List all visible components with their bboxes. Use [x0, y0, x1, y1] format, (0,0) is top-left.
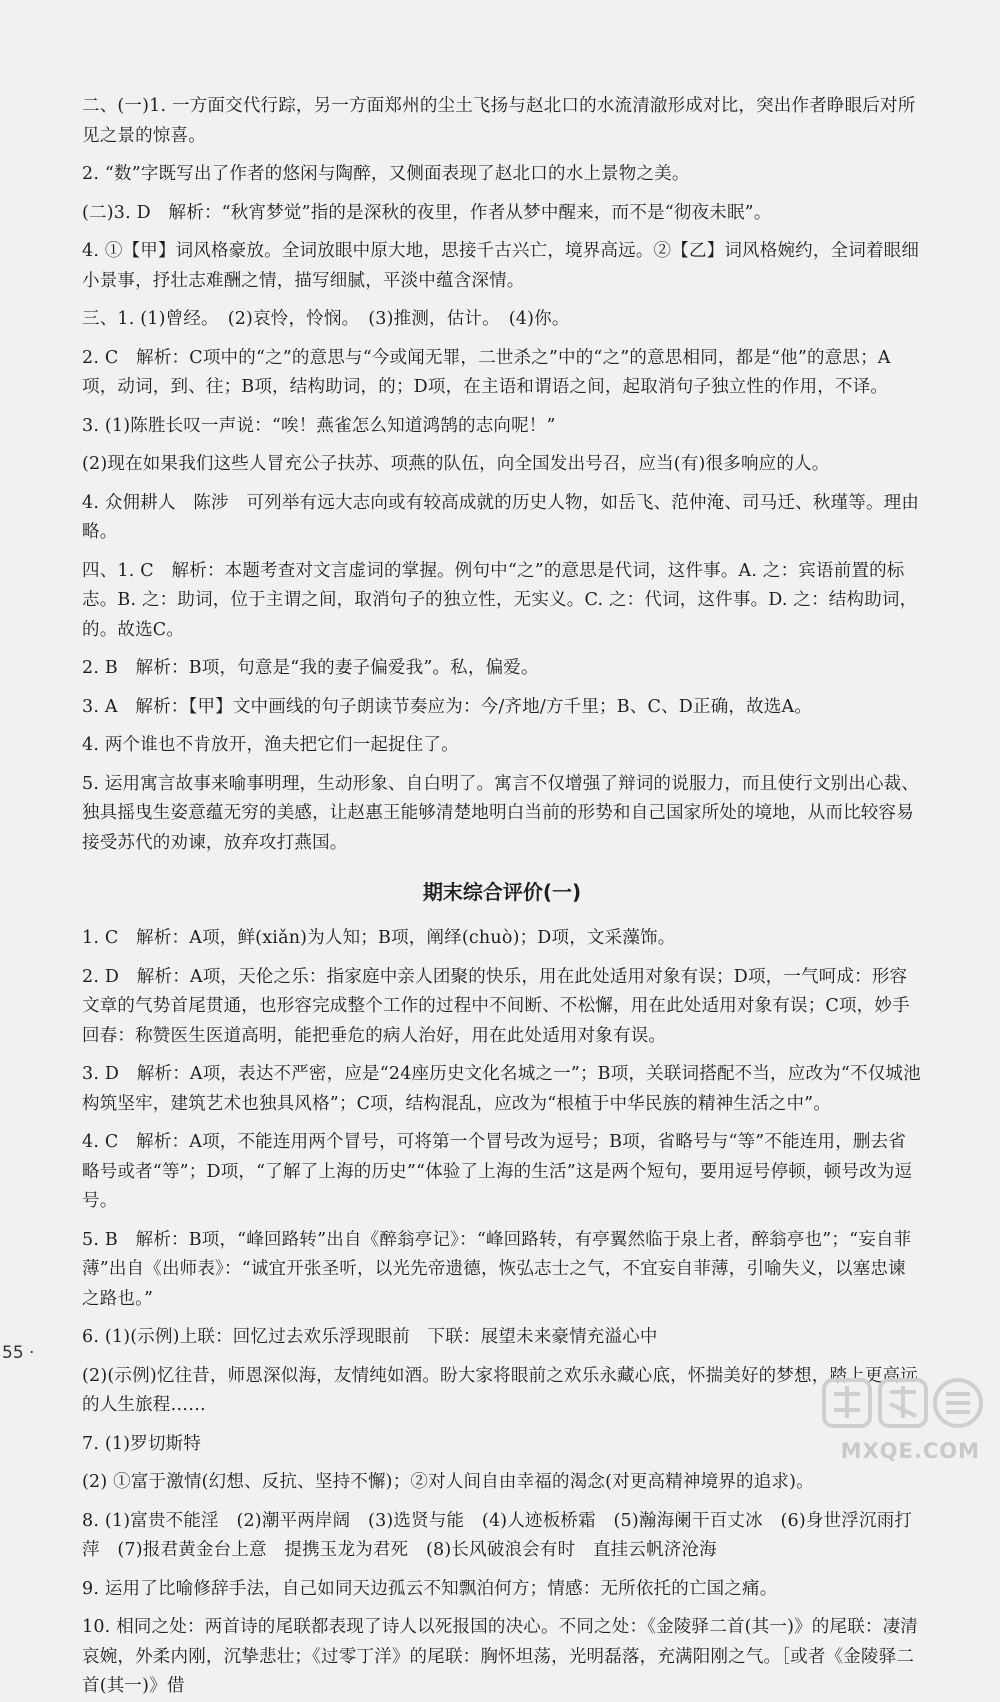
section-title: 期末综合评价(一): [422, 880, 582, 904]
answer-line: 2. D 解析：A项，天伦之乐：指家庭中亲人团聚的快乐，用在此处适用对象有误；D项，一气呵成：形容文章的气势首尾贯通，也形容完成整个工作的过程中不间断、不松懈，用在此处适用对象有误；C项，妙手回春：称赞医生医道高明，能把垂危的病人治好，用在此处适用对象有误。: [82, 966, 910, 1046]
answer-line: 二、(一)1. 一方面交代行踪，另一方面郑州的尘土飞扬与赵北口的水流清澈形成对比，突出作者睁眼后对所见之景的惊喜。: [82, 96, 916, 146]
answer-line: 9. 运用了比喻修辞手法，自己如同天边孤云不知飘泊何方；情感：无所依托的亡国之痛。: [82, 1578, 778, 1599]
watermark-icon: [818, 1370, 988, 1440]
answer-line: 4. 两个谁也不肯放开，渔夫把它们一起捉住了。: [82, 735, 459, 755]
answer-line: 6. (1)(示例)上联：回忆过去欢乐浮现眼前 下联：展望未来豪情充溢心中: [82, 1327, 658, 1347]
answer-line: 5. 运用寓言故事来喻事明理，生动形象、自白明了。寓言不仅增强了辩词的说服力，而且使行文别出心裁、独具摇曳生姿意蕴无穷的美感，让赵惠王能够清楚地明白当前的形势和自己国家所处的境地，从而比较容易接受苏代的劝谏，放弃攻打燕国。: [82, 773, 920, 853]
answer-line: (2)(示例)忆往昔，师恩深似海，友情纯如酒。盼大家将眼前之欢乐永藏心底，怀揣美好的梦想，踏上更高远的人生旅程……: [82, 1365, 918, 1415]
answer-line: 2. B 解析：B项，句意是“我的妻子偏爱我”。私，偏爱。: [82, 658, 539, 678]
answer-line: (二)3. D 解析：“秋宵梦觉”指的是深秋的夜里，作者从梦中醒来，而不是“彻夜未眠”。: [82, 202, 772, 223]
answer-line: 3. D 解析：A项，表达不严密，应是“24座历史文化名城之一”；B项，关联词搭配不当，应改为“不仅城池构筑坚牢，建筑艺术也独具风格”；C项，结构混乱，应改为“根植于中华民族的精神生活之中”。: [82, 1064, 921, 1114]
answer-line: 8. (1)富贵不能淫 (2)潮平两岸阔 (3)选贤与能 (4)人迹板桥霜 (5)瀚海阑干百丈冰 (6)身世浮沉雨打萍 (7)报君黄金台上意 提携玉龙为君死 (8)长风破浪会有时 直挂云帆济沧海: [82, 1510, 913, 1560]
answer-line: (2)现在如果我们这些人冒充公子扶苏、项燕的队伍，向全国发出号召，应当(有)很多响应的人。: [82, 454, 830, 474]
answer-line: 3. A 解析：【甲】文中画线的句子朗读节奏应为：今/齐地/方千里；B、C、D正确，故选A。: [82, 696, 813, 717]
page-number: 55 ·: [2, 1343, 35, 1363]
answer-line: 5. B 解析：B项，“峰回路转”出自《醉翁亭记》：“峰回路转，有亭翼然临于泉上者，醉翁亭也”；“妄自菲薄”出自《出师表》：“诚宜开张圣听，以光先帝遗德，恢弘志士之气，不宜妄自菲薄，引喻失义，以塞忠谏之路也。”: [82, 1229, 912, 1309]
answer-line: 2. C 解析：C项中的“之”的意思与“今或闻无罪，二世杀之”中的“之”的意思相同，都是“他”的意思；A项，动词，到、往；B项，结构助词，的；D项，在主语和谓语之间，起取消句子独立性的作用，不译。: [82, 347, 891, 397]
watermark-text: MXQE.COM: [840, 1439, 980, 1463]
watermark-logo: [818, 1370, 988, 1465]
answer-line: 7. (1)罗切斯特: [82, 1433, 202, 1454]
answer-line: 10. 相同之处：两首诗的尾联都表现了诗人以死报国的决心。不同之处：《金陵驿二首(其一)》的尾联：凄清哀婉，外柔内刚，沉挚悲壮；《过零丁洋》的尾联：胸怀坦荡，光明磊落，充满阳刚之气。［或者《金陵驿二首(其一)》借: [82, 1617, 918, 1696]
answer-line: 4. C 解析：A项，不能连用两个冒号，可将第一个冒号改为逗号；B项，省略号与“等”不能连用，删去省略号或者“等”；D项，“了解了上海的历史”“体验了上海的生活”这是两个短句，要用逗号停顿，顿号改为逗号。: [82, 1132, 913, 1211]
answer-line: 2. “数”字既写出了作者的悠闲与陶醉，又侧面表现了赵北口的水上景物之美。: [82, 164, 690, 184]
answer-line: (2) ①富于激情(幻想、反抗、坚持不懈)；②对人间自由幸福的渴念(对更高精神境界的追求)。: [82, 1472, 814, 1492]
answer-line: 3. (1)陈胜长叹一声说：“唉！燕雀怎么知道鸿鹄的志向呢！”: [82, 415, 556, 436]
answer-line: 1. C 解析：A项，鲜(xiǎn)为人知；B项，阐绎(chuò)；D项，文采藻饰。: [82, 928, 676, 948]
answer-line: 4. ①【甲】词风格豪放。全词放眼中原大地，思接千古兴亡，境界高远。②【乙】词风格婉约，全词着眼细小景事，抒壮志难酬之情，描写细腻，平淡中蕴含深情。: [82, 241, 920, 291]
answer-line: 三、1. (1)曾经。 (2)哀怜，怜悯。 (3)推测，估计。 (4)你。: [82, 309, 570, 329]
answer-line: 4. 众佣耕人 陈涉 可列举有远大志向或有较高成就的历史人物，如岳飞、范仲淹、司马迁、秋瑾等。理由略。: [82, 492, 920, 542]
answer-content: [82, 92, 922, 1702]
answer-line: 四、1. C 解析：本题考查对文言虚词的掌握。例句中“之”的意思是代词，这件事。A. 之：宾语前置的标志。B. 之：助词，位于主谓之间，取消句子的独立性，无实义。C. 之：代词，这件事。D. 之：结构助词，的。故选C。: [82, 560, 918, 640]
